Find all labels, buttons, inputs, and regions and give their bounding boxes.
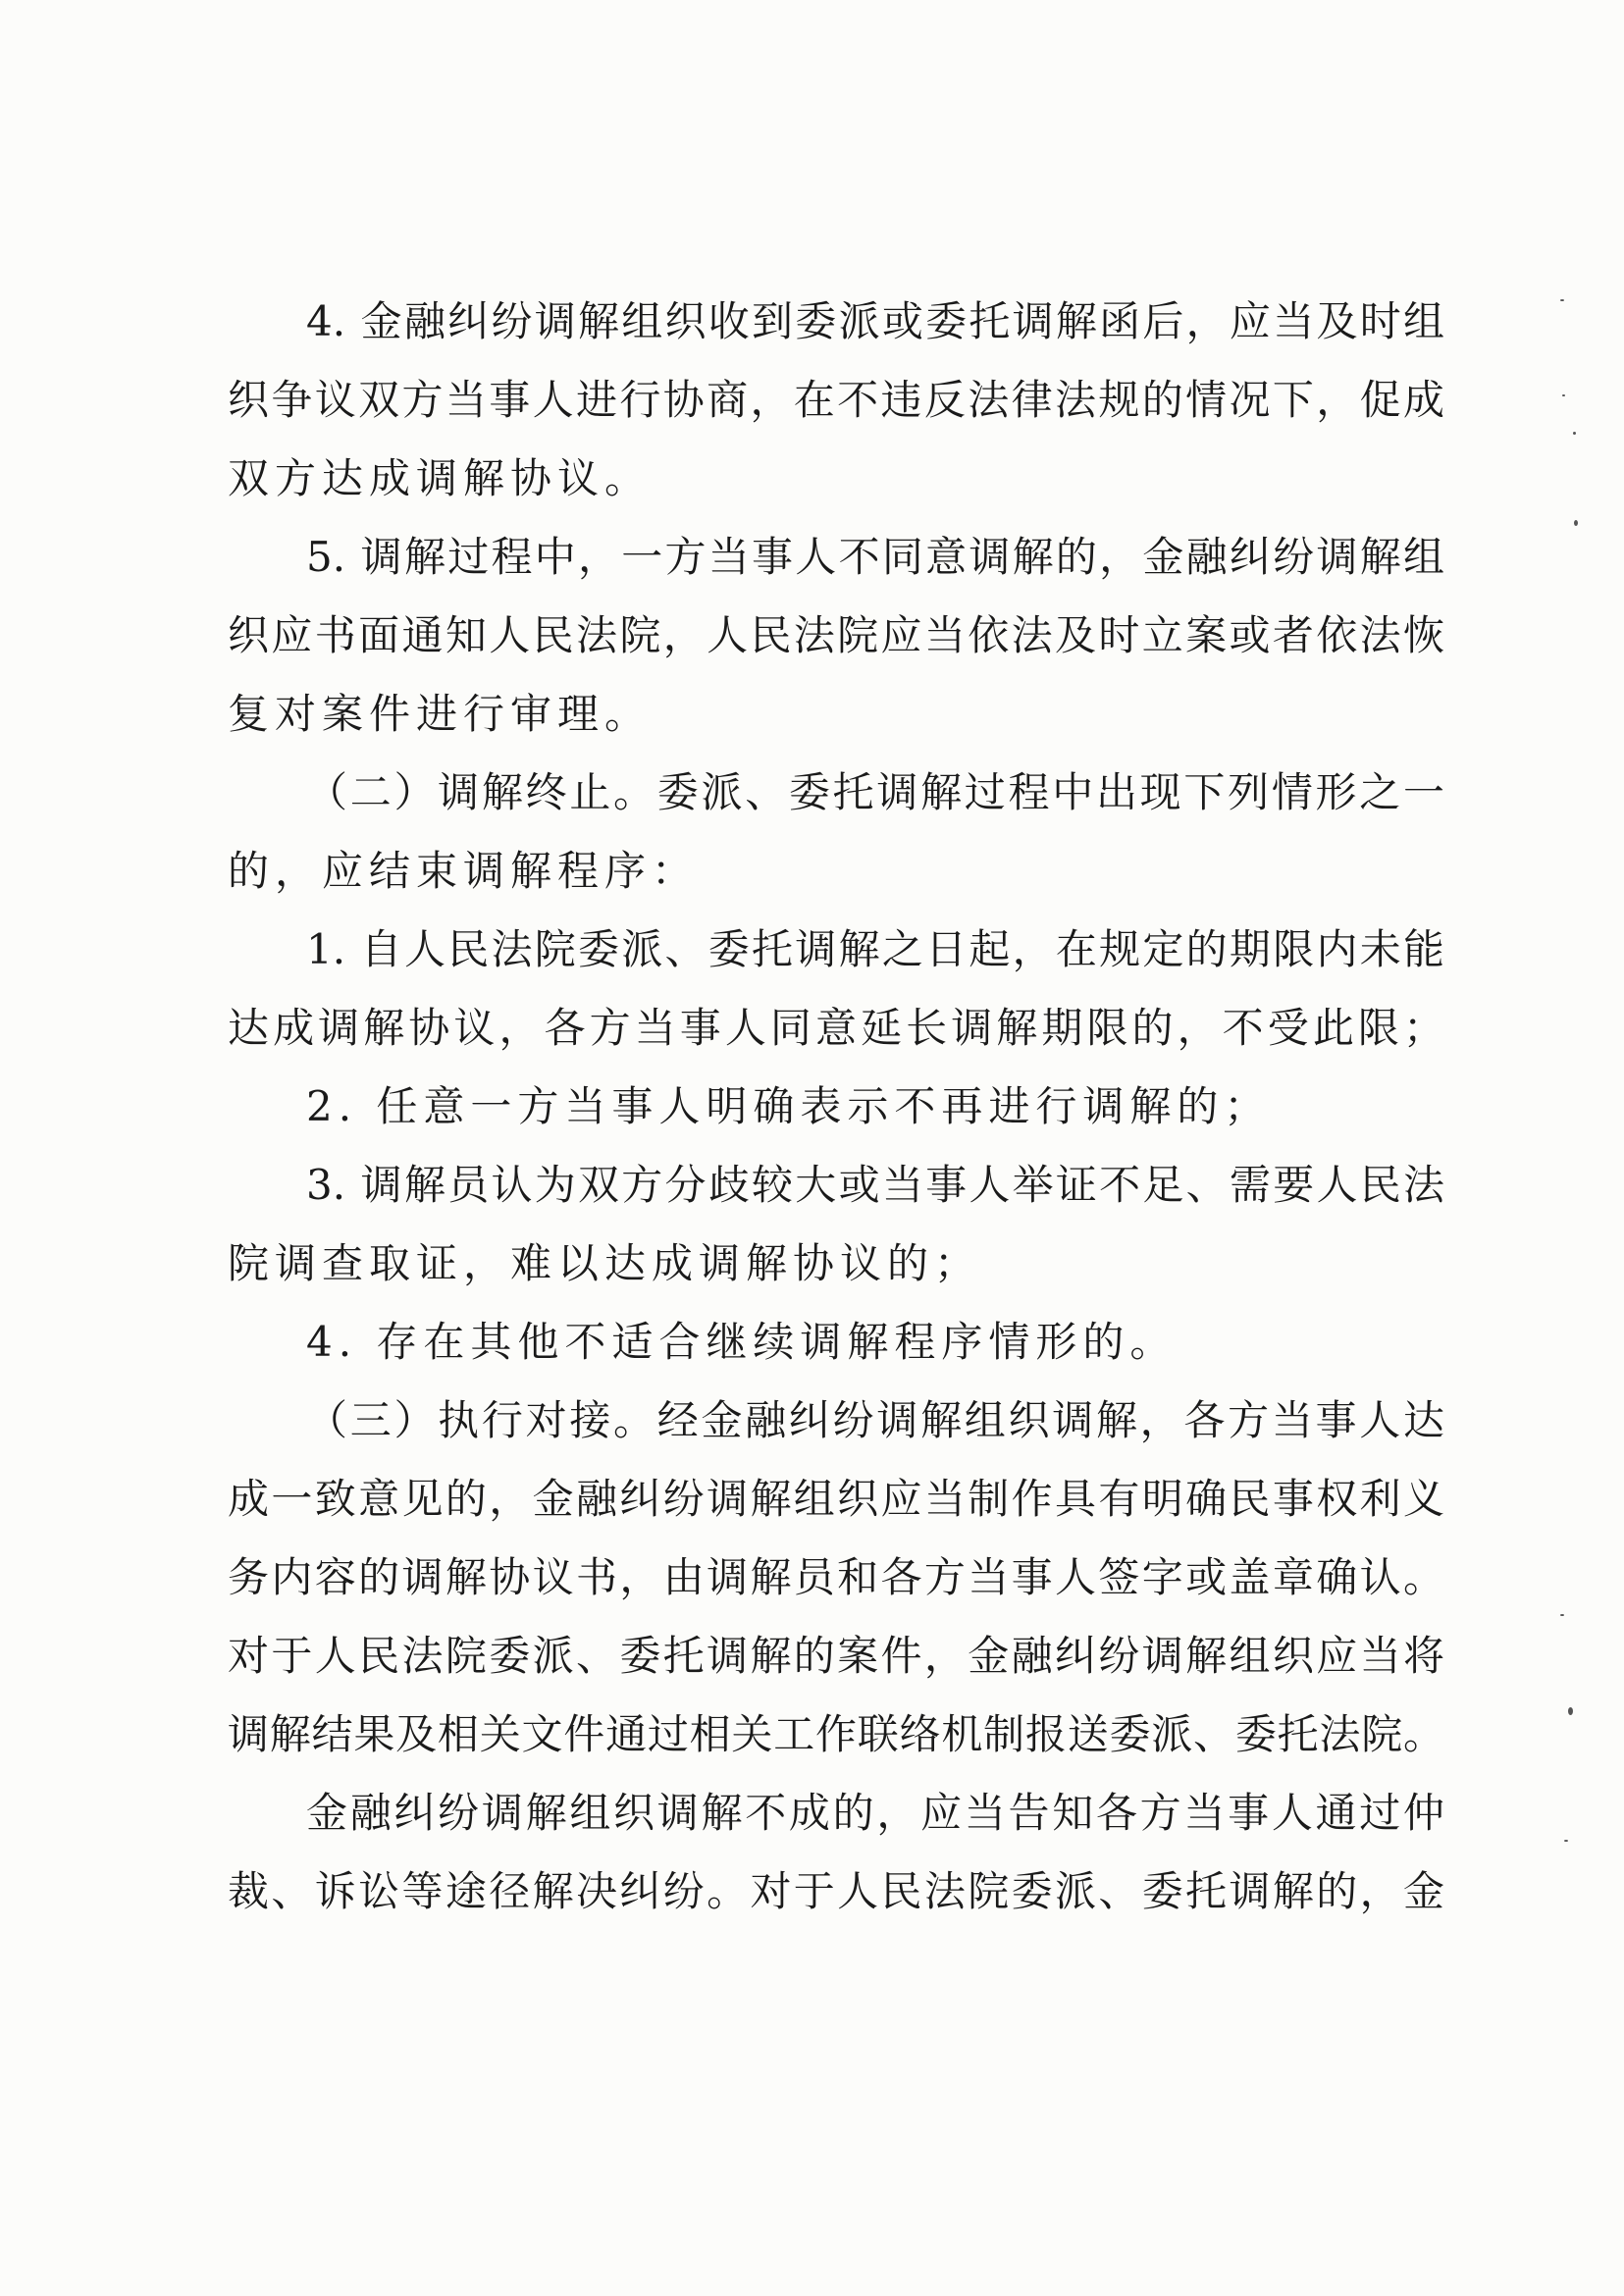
scan-speck [1573,432,1576,435]
paragraph-line: 务内容的调解协议书，由调解员和各方当事人签字或盖章确认。 [228,1553,1444,1601]
paragraph-line: 金融纠纷调解组织调解不成的，应当告知各方当事人通过仲 [306,1789,1444,1837]
paragraph-line: 成一致意见的，金融纠纷调解组织应当制作具有明确民事权利义 [228,1475,1444,1523]
scan-speck [1574,520,1578,526]
paragraph-line: 1. 自人民法院委派、委托调解之日起，在规定的期限内未能 [306,925,1444,973]
paragraph-line: 2. 任意一方当事人明确表示不再进行调解的； [306,1082,1272,1130]
paragraph-line: 织应书面通知人民法院，人民法院应当依法及时立案或者依法恢 [228,611,1444,659]
paragraph-line: 对于人民法院委派、委托调解的案件，金融纠纷调解组织应当将 [228,1632,1444,1680]
paragraph-line: 的，应结束调解程序： [228,847,700,895]
scan-speck [1560,1614,1564,1616]
paragraph-line: 4. 金融纠纷调解组织收到委派或委托调解函后，应当及时组 [306,297,1444,345]
paragraph-line: 裁、诉讼等途径解决纠纷。对于人民法院委派、委托调解的，金 [228,1867,1444,1915]
paragraph-line: 5. 调解过程中，一方当事人不同意调解的，金融纠纷调解组 [306,533,1444,581]
paragraph-line: 织争议双方当事人进行协商，在不违反法律法规的情况下，促成 [228,376,1444,424]
paragraph-line: 3. 调解员认为双方分歧较大或当事人举证不足、需要人民法 [306,1161,1444,1209]
paragraph-line: 达成调解协议，各方当事人同意延长调解期限的，不受此限； [228,1004,1444,1052]
scan-speck [1560,299,1564,301]
paragraph-line: 4. 存在其他不适合继续调解程序情形的。 [306,1318,1178,1366]
section-heading-line: （二）调解终止。委派、委托调解过程中出现下列情形之一 [306,768,1444,816]
scan-speck [1568,1707,1573,1715]
paragraph-line: 调解结果及相关文件通过相关工作联络机制报送委派、委托法院。 [228,1710,1444,1758]
paragraph-line: 院调查取证，难以达成调解协议的； [228,1239,982,1287]
paragraph-line: 复对案件进行审理。 [228,690,653,738]
paragraph-line: 双方达成调解协议。 [228,454,653,502]
scan-speck [1564,1840,1568,1842]
scan-speck [1562,394,1565,396]
section-heading-line: （三）执行对接。经金融纠纷调解组织调解，各方当事人达 [306,1396,1444,1444]
